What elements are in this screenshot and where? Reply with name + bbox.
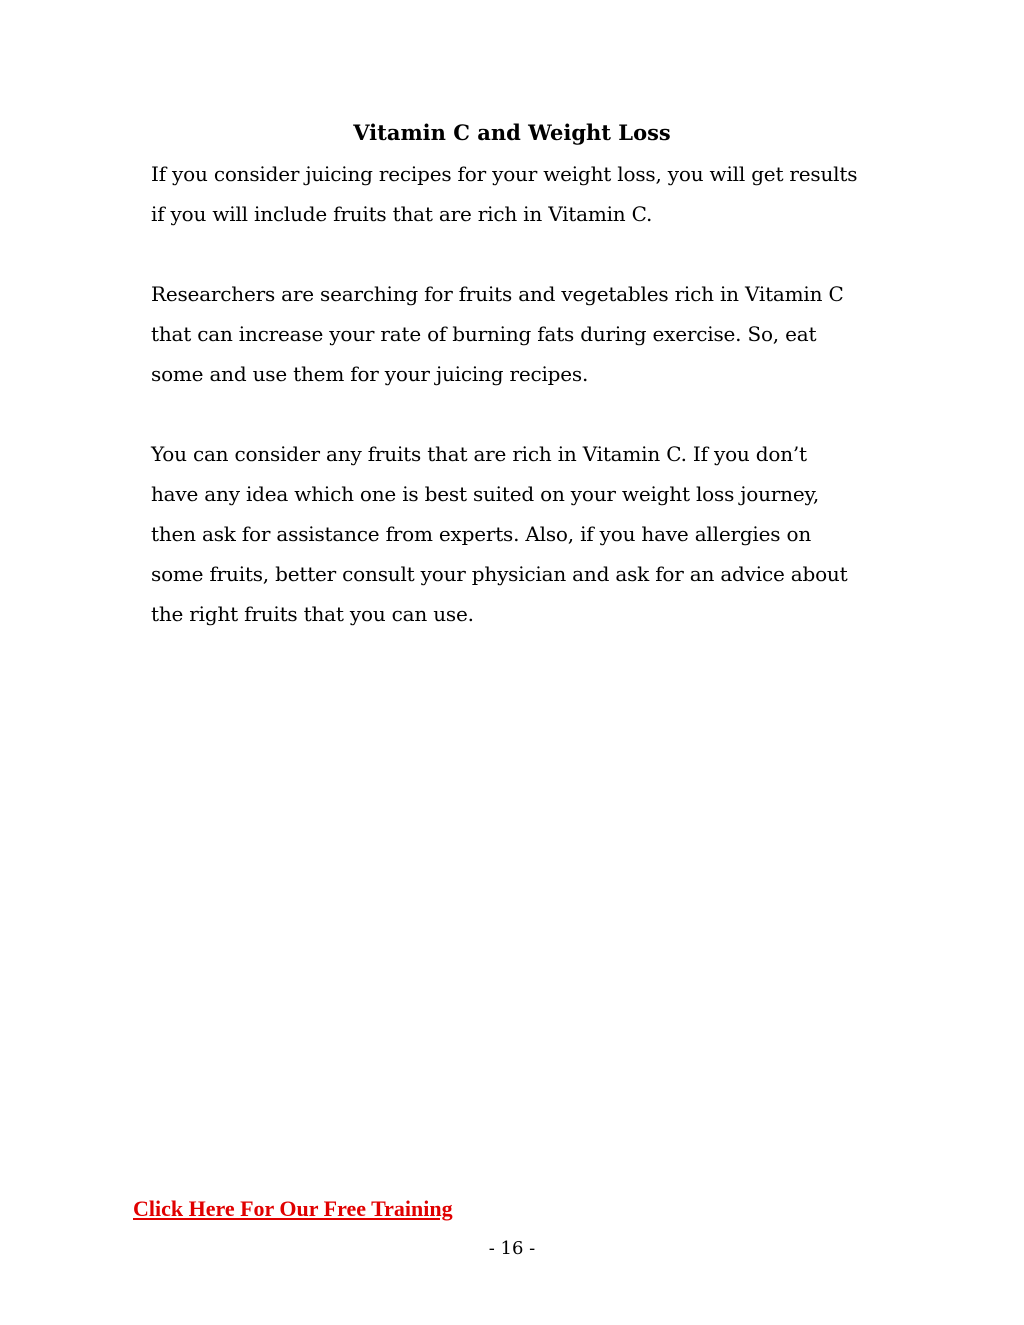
paragraph-line: You can consider any fruits that are rich in Vitamin C. If you don’t xyxy=(151,442,807,466)
page-title: Vitamin C and Weight Loss xyxy=(353,120,671,145)
free-training-link[interactable]: Click Here For Our Free Training xyxy=(133,1196,453,1221)
paragraph-intro xyxy=(151,154,891,234)
paragraph-advice xyxy=(151,434,891,634)
paragraph-line: have any idea which one is best suited on your weight loss journey, xyxy=(151,482,820,506)
paragraph-research xyxy=(151,274,891,394)
page-number: - 16 - xyxy=(488,1238,536,1259)
paragraph-line: if you will include fruits that are rich in Vitamin C. xyxy=(151,202,653,226)
paragraph-line: the right fruits that you can use. xyxy=(151,602,474,626)
paragraph-line: If you consider juicing recipes for your weight loss, you will get results xyxy=(151,162,858,186)
paragraph-line: Researchers are searching for fruits and vegetables rich in Vitamin C xyxy=(151,282,844,306)
paragraph-line: some fruits, better consult your physician and ask for an advice about xyxy=(151,562,848,586)
paragraph-line: that can increase your rate of burning fats during exercise. So, eat xyxy=(151,322,817,346)
paragraph-line: some and use them for your juicing recipes. xyxy=(151,362,589,386)
paragraph-line: then ask for assistance from experts. Also, if you have allergies on xyxy=(151,522,812,546)
